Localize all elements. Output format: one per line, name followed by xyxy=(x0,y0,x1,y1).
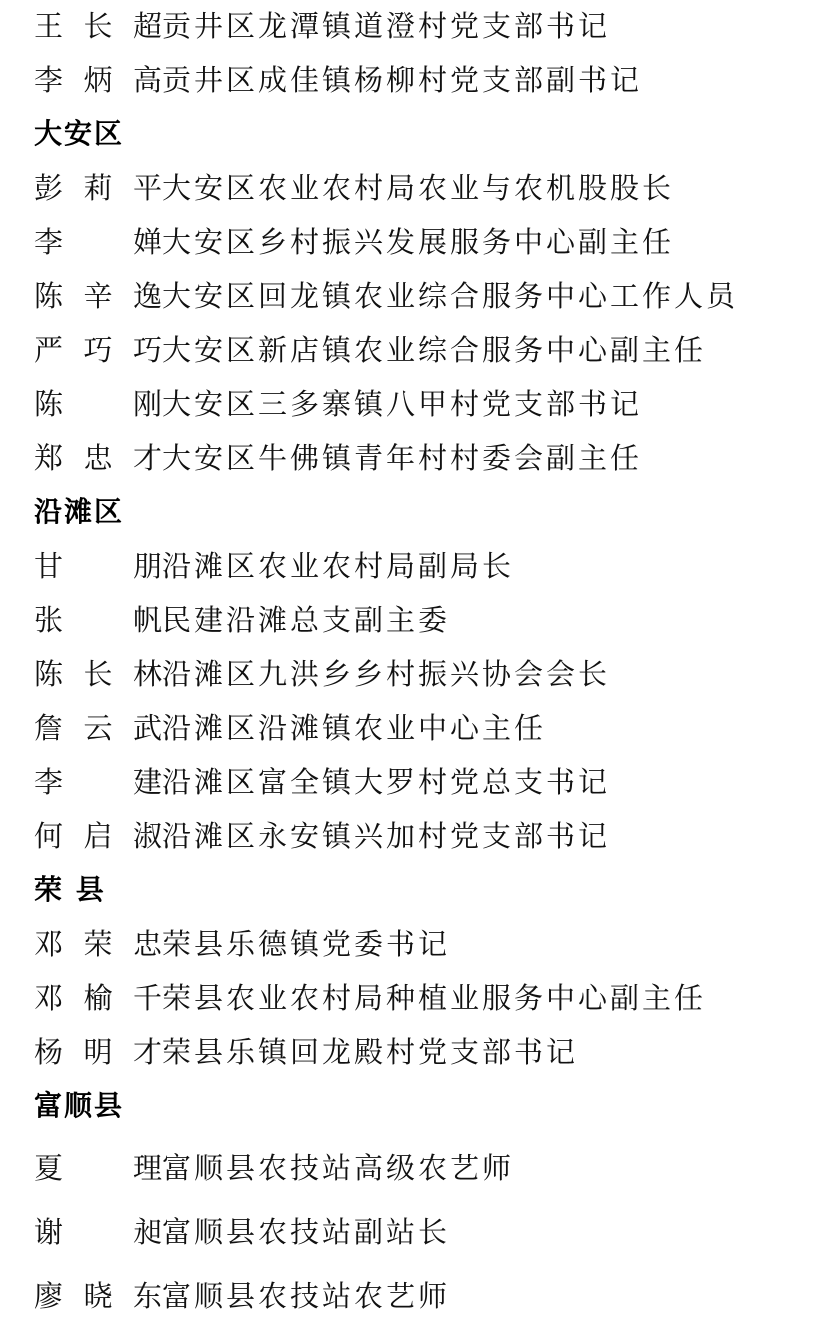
section-heading-fushun: 富顺县 xyxy=(34,1089,125,1122)
list-item xyxy=(34,438,642,478)
person-name: 邓荣忠 xyxy=(34,927,162,961)
person-name: 邓榆千 xyxy=(34,981,162,1015)
person-title: 富顺县农技站农艺师 xyxy=(162,1279,451,1313)
person-title: 贡井区成佳镇杨柳村党支部副书记 xyxy=(162,63,643,97)
person-name: 夏 理 xyxy=(34,1151,162,1185)
section-heading-rong: 荣 县 xyxy=(34,873,106,906)
section-heading-daan: 大安区 xyxy=(34,117,125,150)
person-title: 大安区回龙镇农业综合服务中心工作人员 xyxy=(162,279,739,313)
list-item xyxy=(34,924,450,964)
list-item xyxy=(34,1148,514,1188)
person-name: 谢 昶 xyxy=(34,1215,162,1249)
person-title: 富顺县农技站高级农艺师 xyxy=(162,1151,515,1185)
person-title: 大安区乡村振兴发展服务中心副主任 xyxy=(162,225,675,259)
list-item xyxy=(34,276,738,316)
person-title: 大安区三多寨镇八甲村党支部书记 xyxy=(162,387,643,421)
person-title: 贡井区龙潭镇道澄村党支部书记 xyxy=(162,9,611,43)
person-title: 沿滩区九洪乡乡村振兴协会会长 xyxy=(162,657,611,691)
person-title: 民建沿滩总支副主委 xyxy=(162,603,451,637)
list-item xyxy=(34,6,610,46)
person-name: 陈长林 xyxy=(34,657,162,691)
person-name: 严巧巧 xyxy=(34,333,162,367)
person-title: 沿滩区农业农村局副局长 xyxy=(162,549,515,583)
person-name: 王长超 xyxy=(34,9,162,43)
person-name: 郑忠才 xyxy=(34,441,162,475)
list-item xyxy=(34,1212,450,1252)
list-item xyxy=(34,1276,450,1316)
person-title: 沿滩区永安镇兴加村党支部书记 xyxy=(162,819,611,853)
list-item xyxy=(34,816,610,856)
person-name: 李炳高 xyxy=(34,63,162,97)
person-name: 张 帆 xyxy=(34,603,162,637)
person-title: 沿滩区沿滩镇农业中心主任 xyxy=(162,711,547,745)
list-item xyxy=(34,168,674,208)
list-item xyxy=(34,1032,578,1072)
list-item xyxy=(34,978,706,1018)
person-name: 何启淑 xyxy=(34,819,162,853)
person-title: 大安区农业农村局农业与农机股股长 xyxy=(162,171,675,205)
person-name: 陈辛逸 xyxy=(34,279,162,313)
person-name: 廖晓东 xyxy=(34,1279,162,1313)
person-name: 李 婵 xyxy=(34,225,162,259)
person-name: 甘 朋 xyxy=(34,549,162,583)
person-name: 彭莉平 xyxy=(34,171,162,205)
person-name: 陈 刚 xyxy=(34,387,162,421)
section-heading-yantan: 沿滩区 xyxy=(34,495,125,528)
person-title: 荣县农业农村局种植业服务中心副主任 xyxy=(162,981,707,1015)
list-item xyxy=(34,60,642,100)
person-title: 荣县乐德镇党委书记 xyxy=(162,927,451,961)
person-name: 杨明才 xyxy=(34,1035,162,1069)
person-title: 荣县乐镇回龙殿村党支部书记 xyxy=(162,1035,579,1069)
person-title: 大安区新店镇农业综合服务中心副主任 xyxy=(162,333,707,367)
person-title: 沿滩区富全镇大罗村党总支书记 xyxy=(162,765,611,799)
list-item xyxy=(34,708,546,748)
person-name: 李 建 xyxy=(34,765,162,799)
list-item xyxy=(34,762,610,802)
list-item xyxy=(34,654,610,694)
person-name: 詹云武 xyxy=(34,711,162,745)
list-item xyxy=(34,600,450,640)
list-item xyxy=(34,546,514,586)
person-title: 富顺县农技站副站长 xyxy=(162,1215,451,1249)
person-title: 大安区牛佛镇青年村村委会副主任 xyxy=(162,441,643,475)
list-item xyxy=(34,222,674,262)
list-item xyxy=(34,384,642,424)
list-item xyxy=(34,330,706,370)
